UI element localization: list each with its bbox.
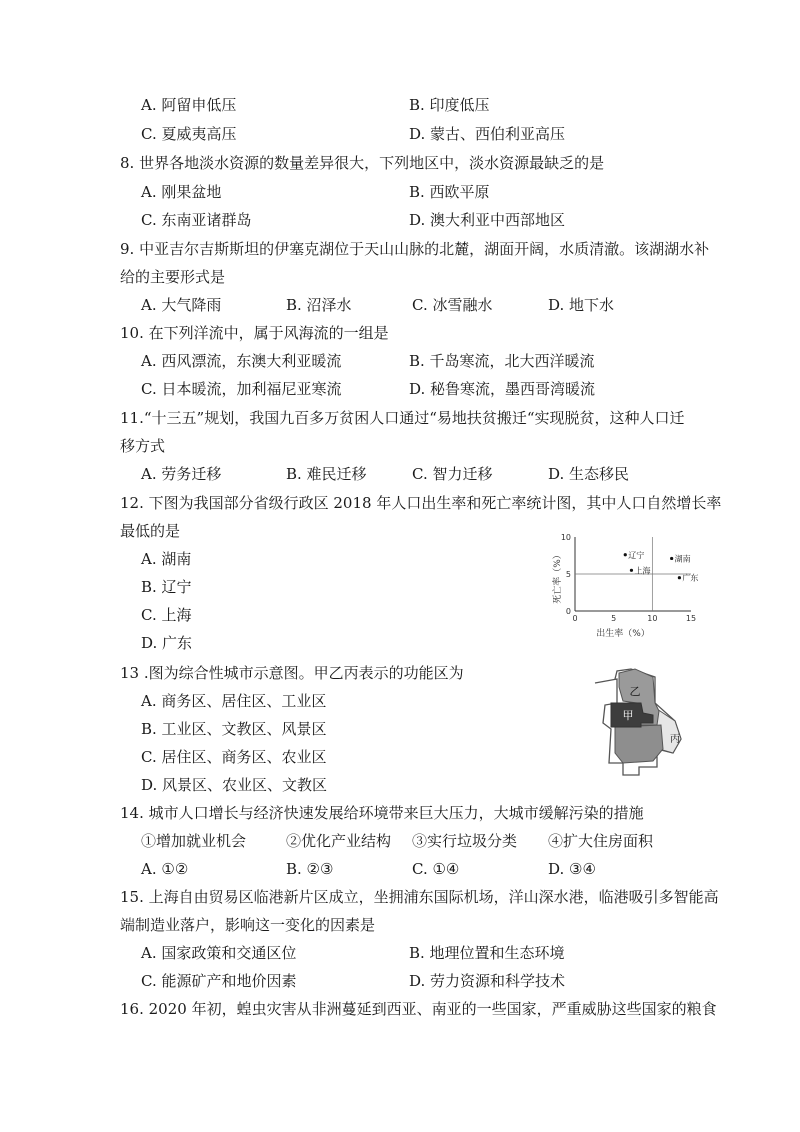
q7-option-c[interactable]: C. 夏威夷高压 — [141, 125, 237, 143]
y-tick-label: 5 — [565, 570, 571, 579]
point-label: 广东 — [682, 573, 699, 583]
q11-option-c[interactable]: C. 智力迁移 — [412, 465, 493, 483]
q12-option-d[interactable]: D. 广东 — [141, 634, 193, 652]
q15-option-a[interactable]: A. 国家政策和交通区位 — [141, 944, 297, 962]
point-上海 — [630, 569, 633, 572]
q14-stem: 14. 城市人口增长与经济快速发展给环境带来巨大压力，大城市缓解污染的措施 — [120, 804, 644, 822]
q8-option-d[interactable]: D. 澳大利亚中西部地区 — [409, 211, 566, 229]
q13-stem: 13 .图为综合性城市示意图。甲乙丙表示的功能区为 — [120, 664, 464, 682]
q12-option-a[interactable]: A. 湖南 — [141, 550, 192, 568]
point-label: 辽宁 — [628, 550, 645, 560]
q11-option-d[interactable]: D. 生态移民 — [548, 465, 630, 483]
q9-option-a[interactable]: A. 大气降雨 — [141, 296, 222, 314]
chart-axes — [575, 537, 691, 611]
q10-stem: 10. 在下列洋流中，属于风海流的一组是 — [120, 324, 389, 342]
q12-option-b[interactable]: B. 辽宁 — [141, 578, 192, 596]
q12-stem-line2: 最低的是 — [120, 522, 181, 540]
zone-lower-shape — [615, 725, 663, 763]
x-tick-label: 5 — [611, 614, 617, 623]
q14-option-c[interactable]: C. ①④ — [412, 860, 460, 878]
q11-option-b[interactable]: B. 难民迁移 — [286, 465, 367, 483]
q9-option-c[interactable]: C. 冰雪融水 — [412, 296, 493, 314]
q10-option-c[interactable]: C. 日本暖流，加利福尼亚寒流 — [141, 380, 342, 398]
zone-label-bing: 丙 — [670, 734, 680, 745]
q7-option-b[interactable]: B. 印度低压 — [409, 96, 490, 114]
point-label: 湖南 — [674, 554, 691, 564]
point-辽宁 — [624, 553, 627, 556]
q15-option-b[interactable]: B. 地理位置和生态环境 — [409, 944, 565, 962]
q15-option-c[interactable]: C. 能源矿产和地价因素 — [141, 972, 297, 990]
q15-stem-line1: 15. 上海自由贸易区临港新片区成立，坐拥浦东国际机场，洋山深水港，临港吸引多智能高 — [120, 888, 719, 906]
q14-item-3: ③实行垃圾分类 — [412, 832, 518, 850]
q14-option-a[interactable]: A. ①② — [141, 860, 189, 878]
q10-option-b[interactable]: B. 千岛寒流，北大西洋暖流 — [409, 352, 595, 370]
q11-option-a[interactable]: A. 劳务迁移 — [141, 465, 222, 483]
city-zone-map — [575, 663, 695, 781]
q16-stem: 16. 2020 年初，蝗虫灾害从非洲蔓延到西亚、南亚的一些国家，严重威胁这些国家的粮食 — [120, 1000, 717, 1018]
q11-stem-line1: 11.“十三五”规划，我国九百多万贫困人口通过“易地扶贫搬迁“实现脱贫，这种人口迁 — [120, 409, 685, 427]
chart-points — [624, 550, 699, 583]
q9-option-d[interactable]: D. 地下水 — [548, 296, 615, 314]
q11-stem-line2: 移方式 — [120, 437, 166, 455]
q8-option-a[interactable]: A. 刚果盆地 — [141, 183, 222, 201]
q13-option-b[interactable]: B. 工业区、文教区、风景区 — [141, 720, 327, 738]
q9-option-b[interactable]: B. 沼泽水 — [286, 296, 352, 314]
q14-option-d[interactable]: D. ③④ — [548, 860, 596, 878]
point-广东 — [678, 576, 681, 579]
q8-stem: 8. 世界各地淡水资源的数量差异很大，下列地区中，淡水资源最缺乏的是 — [120, 154, 605, 172]
point-label: 上海 — [634, 566, 651, 576]
birth-death-rate-scatter-chart — [545, 525, 705, 650]
q7-option-d[interactable]: D. 蒙古、西伯利亚高压 — [409, 125, 566, 143]
y-axis-label: 死亡率（%） — [553, 550, 563, 604]
q9-stem-line2: 给的主要形式是 — [120, 268, 226, 286]
y-tick-label: 0 — [565, 607, 571, 616]
q9-stem-line1: 9. 中亚吉尔吉斯斯坦的伊塞克湖位于天山山脉的北麓，湖面开阔，水质清澈。该湖湖水补 — [120, 240, 710, 258]
q13-option-c[interactable]: C. 居住区、商务区、农业区 — [141, 748, 327, 766]
q13-option-d[interactable]: D. 风景区、农业区、文教区 — [141, 776, 328, 794]
q14-item-4: ④扩大住房面积 — [548, 832, 654, 850]
x-tick-label: 15 — [685, 614, 697, 623]
x-tick-label: 10 — [647, 614, 658, 623]
y-tick-label: 10 — [560, 533, 571, 542]
q7-option-a[interactable]: A. 阿留申低压 — [141, 96, 237, 114]
q12-option-c[interactable]: C. 上海 — [141, 606, 192, 624]
q13-option-a[interactable]: A. 商务区、居住区、工业区 — [141, 692, 327, 710]
x-tick-label: 0 — [572, 614, 578, 623]
x-axis-label: 出生率（%） — [596, 629, 650, 639]
q15-option-d[interactable]: D. 劳力资源和科学技术 — [409, 972, 566, 990]
point-湖南 — [670, 557, 673, 560]
q12-stem-line1: 12. 下图为我国部分省级行政区 2018 年人口出生率和死亡率统计图，其中人口自然增长率 — [120, 494, 722, 512]
q14-option-b[interactable]: B. ②③ — [286, 860, 334, 878]
zone-label-yi: 乙 — [629, 685, 641, 698]
zone-label-jia: 甲 — [622, 709, 634, 722]
q10-option-a[interactable]: A. 西风漂流，东澳大利亚暖流 — [141, 352, 342, 370]
chart-tick-labels — [560, 533, 699, 623]
q14-item-1: ①增加就业机会 — [141, 832, 247, 850]
q8-option-c[interactable]: C. 东南亚诸群岛 — [141, 211, 252, 229]
q14-item-2: ②优化产业结构 — [286, 832, 392, 850]
q15-stem-line2: 端制造业落户，影响这一变化的因素是 — [120, 916, 376, 934]
q8-option-b[interactable]: B. 西欧平原 — [409, 183, 490, 201]
q10-option-d[interactable]: D. 秘鲁寒流，墨西哥湾暖流 — [409, 380, 596, 398]
